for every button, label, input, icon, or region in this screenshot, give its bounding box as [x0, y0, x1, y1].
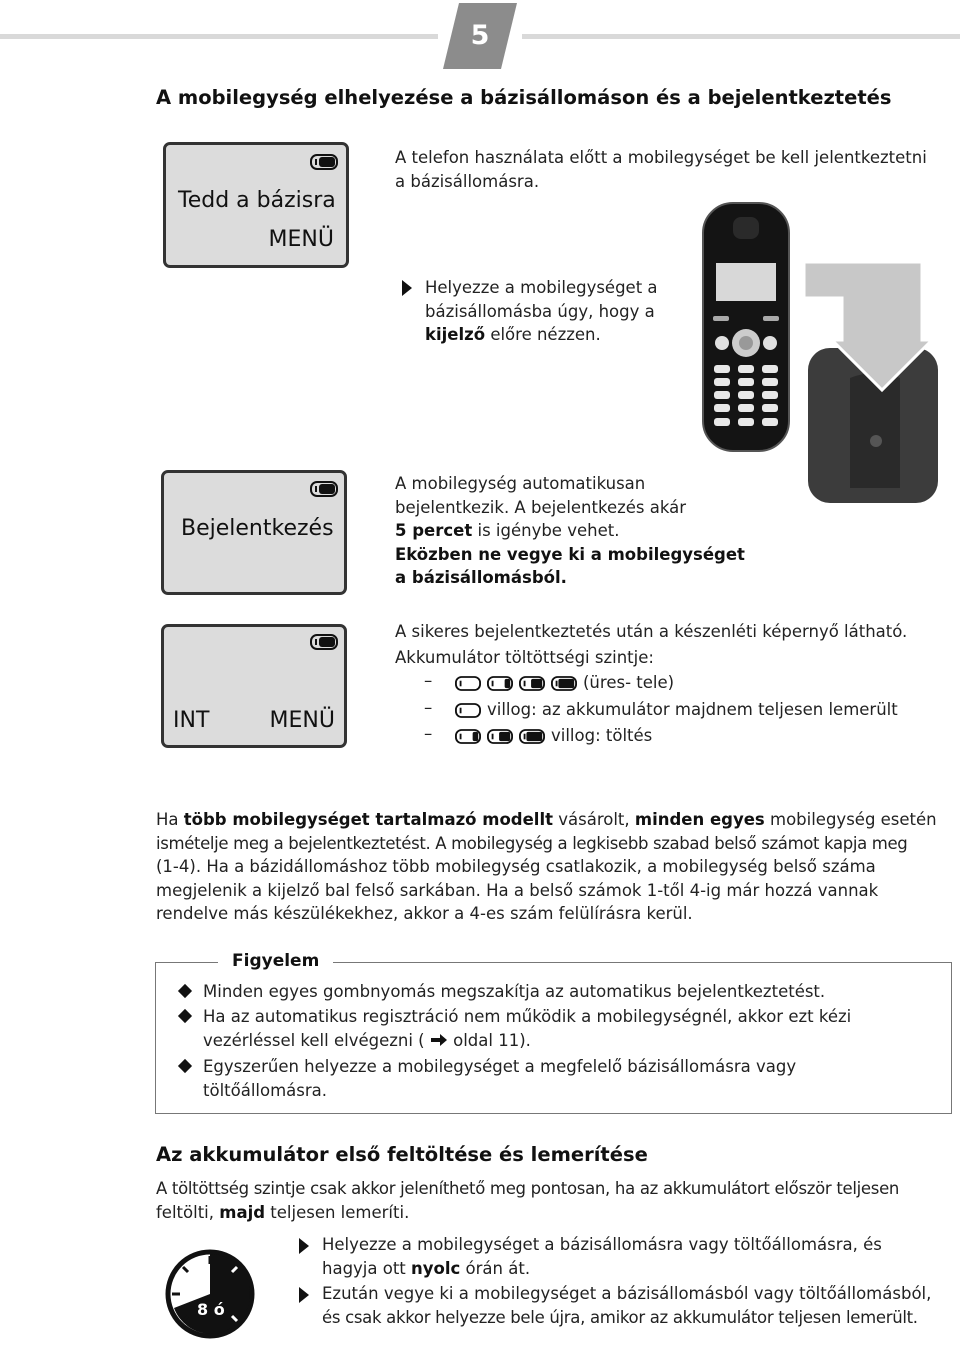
- clock-icon: [164, 1248, 256, 1340]
- display-line-1: Bejelentkezés: [181, 516, 334, 541]
- battery-empty-icon: [455, 703, 481, 718]
- base-station-illustration: [800, 258, 942, 508]
- section-title-registration: A mobilegység elhelyezése a bázisállomáson és a bejelentkeztetés: [156, 86, 892, 109]
- battery-intro-paragraph: A töltöttség szintje csak akkor jeleníthető meg pontosan, ha az akkumulátort először teljesen feltölti, majd teljesen lemeríti.: [156, 1179, 900, 1222]
- battery-full-icon: [551, 676, 577, 691]
- display-softkey-int: INT: [173, 708, 210, 733]
- battery-empty-icon: [455, 676, 481, 691]
- battery-row-low: villog: az akkumulátor majdnem teljesen lemerült: [455, 698, 898, 722]
- note-item-1: Minden egyes gombnyomás megszakítja az automatikus bejelentkeztetést.: [203, 982, 826, 1001]
- step-discharge: Ezután vegye ki a mobilegységet a bázisállomásból vagy töltőállomásból, és csak akkor helyezze bele újra, amikor az akkumulátor teljesen lemerült.: [322, 1284, 932, 1327]
- note-title: Figyelem: [218, 951, 333, 971]
- success-text: A sikeres bejelentkeztetés után a készenléti képernyő látható.: [395, 622, 908, 641]
- header-rule-right: [522, 34, 960, 39]
- intro-text: A telefon használata előtt a mobilegységet be kell jelentkeztetni a bázisállomásra.: [395, 148, 927, 191]
- multi-handset-paragraph: Ha több mobilegységet tartalmazó modellt vásárolt, minden egyes mobilegység esetén ismételje meg a bejelentkeztetést. A mobilegység a legkisebb szabad belső számot kapja meg (1-4). Ha a bázidállomáshoz több mobilegység csatlakozik, a mobilegység belső száma megjelenik a kijelző bal felső sarkában. Ha a belső számok 1-től 4-ig már hozzá vannak rendelve más készülékekhez, akkor a 4-es szám felülírásra kerül.: [156, 810, 937, 923]
- bullet-arrow-icon: [299, 1287, 309, 1303]
- note-item-2: Ha az automatikus regisztráció nem működik a mobilegységnél, akkor ezt kézi vezérléssel kell elvégezni ( oldal 11).: [203, 1007, 852, 1050]
- dash-marker: –: [424, 698, 433, 717]
- section-title-battery: Az akkumulátor első feltöltése és lemerítése: [156, 1143, 648, 1166]
- dash-marker: –: [424, 671, 433, 690]
- battery-full-icon: [310, 634, 338, 650]
- battery-full-icon: [519, 729, 545, 744]
- battery-two-bars-icon: [487, 729, 513, 744]
- battery-one-bar-icon: [487, 676, 513, 691]
- battery-one-bar-icon: [455, 729, 481, 744]
- dash-marker: –: [424, 724, 433, 743]
- display-idle: [161, 624, 347, 748]
- battery-full-icon: [310, 154, 338, 170]
- step-place-handset: Helyezze a mobilegységet a bázisállomásba úgy, hogy a kijelző előre nézzen.: [425, 278, 658, 344]
- page-number: 5: [470, 20, 490, 51]
- battery-row-charging: villog: töltés: [455, 724, 652, 748]
- battery-row-empty-full: (üres- tele): [455, 671, 674, 695]
- auto-registration-text: A mobilegység automatikusan bejelentkezik. A bejelentkezés akár 5 percet is igénybe vehet. Eközben ne vegye ki a mobilegységet a bázisállomásból.: [395, 474, 745, 587]
- display-place-on-base: [163, 142, 349, 268]
- battery-level-label: Akkumulátor töltöttségi szintje:: [395, 648, 654, 667]
- clock-label: 8 ó: [197, 1300, 225, 1319]
- step-charge-8h: Helyezze a mobilegységet a bázisállomásra vagy töltőállomásra, és hagyja ott nyolc órán át.: [322, 1235, 882, 1278]
- display-softkey-menu: MENÜ: [269, 708, 335, 733]
- bullet-arrow-icon: [402, 280, 412, 296]
- arrow-right-icon: [430, 1033, 448, 1047]
- battery-two-bars-icon: [519, 676, 545, 691]
- display-registering: [161, 470, 347, 595]
- bullet-arrow-icon: [299, 1238, 309, 1254]
- handset-illustration: [700, 200, 792, 454]
- display-softkey-menu: MENÜ: [268, 227, 334, 252]
- note-item-3: Egyszerűen helyezze a mobilegységet a megfelelő bázisállomásra vagy töltőállomásra.: [203, 1057, 797, 1100]
- battery-full-icon: [310, 481, 338, 497]
- header-rule-left: [0, 34, 438, 39]
- display-line-1: Tedd a bázisra: [178, 188, 336, 213]
